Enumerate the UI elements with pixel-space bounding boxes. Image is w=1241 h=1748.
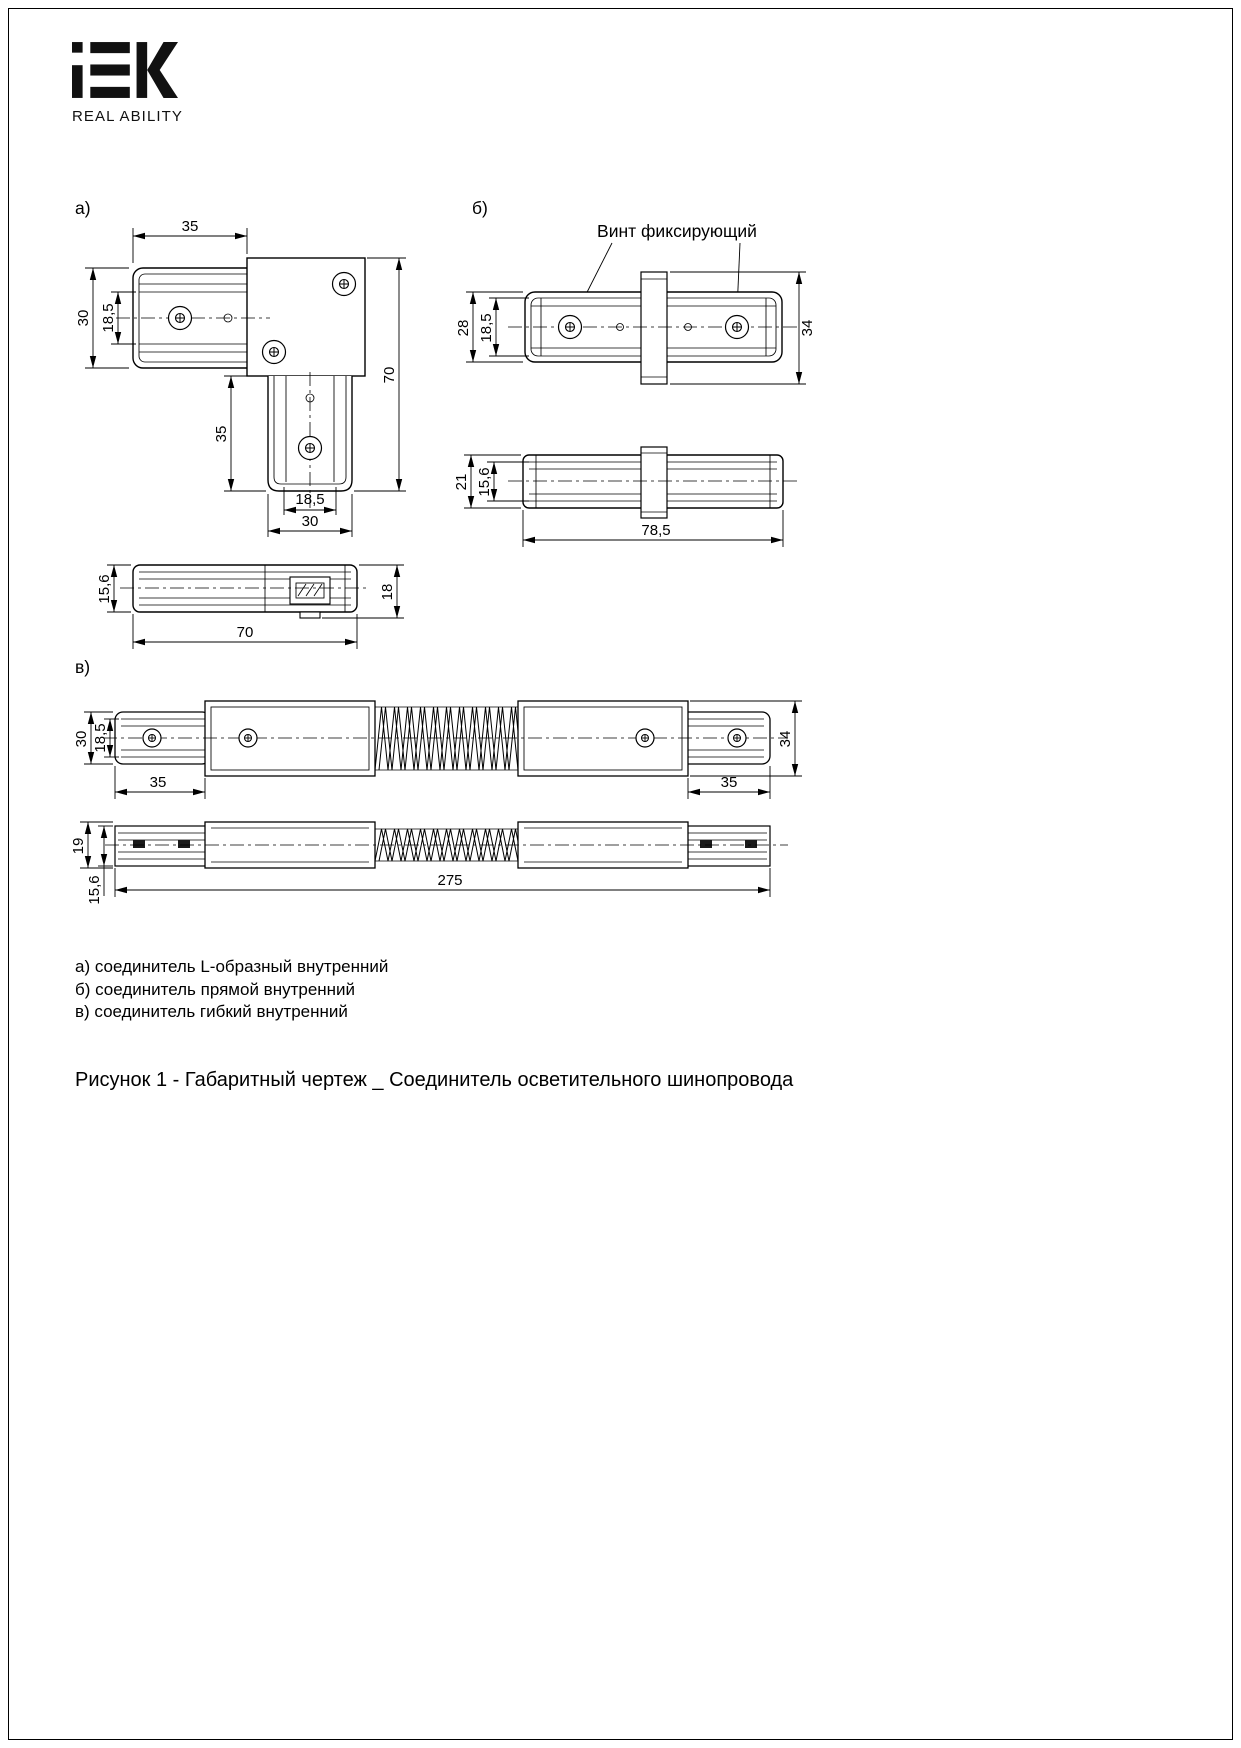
figure-caption: Рисунок 1 - Габаритный чертеж _ Соединитель осветительного шинопровода bbox=[75, 1069, 794, 1091]
screw-icon bbox=[239, 729, 257, 747]
screw-icon bbox=[636, 729, 654, 747]
dim-v-side-275: 275 bbox=[437, 872, 463, 889]
screw-icon bbox=[169, 307, 192, 330]
dim-b-18-5: 18,5 bbox=[478, 313, 495, 343]
dim-v-side-15-6: 15,6 bbox=[86, 875, 103, 905]
figure-b-label: б) bbox=[472, 198, 488, 218]
dim-v-30: 30 bbox=[73, 730, 90, 748]
dim-b-side-78-5: 78,5 bbox=[641, 522, 671, 539]
dim-v-35-right: 35 bbox=[720, 774, 738, 791]
dim-b-side-15-6: 15,6 bbox=[476, 467, 493, 497]
screw-icon bbox=[299, 437, 322, 460]
dim-a-side-15-6: 15,6 bbox=[96, 574, 113, 604]
dim-v-18-5: 18,5 bbox=[92, 723, 109, 753]
dim-a-side-70: 70 bbox=[236, 624, 254, 641]
screw-icon bbox=[263, 341, 286, 364]
dim-v-side-19: 19 bbox=[70, 837, 87, 855]
dim-a-left-30: 30 bbox=[75, 309, 92, 327]
screw-icon bbox=[333, 273, 356, 296]
figure-a-side-view bbox=[120, 565, 370, 618]
dim-v-35-left: 35 bbox=[149, 774, 167, 791]
figure-v bbox=[70, 657, 802, 905]
dim-a-bottom-30: 30 bbox=[301, 513, 319, 530]
dim-v-34: 34 bbox=[777, 730, 794, 748]
brand-tagline: REAL ABILITY bbox=[72, 108, 184, 125]
dim-b-side-21: 21 bbox=[453, 473, 470, 491]
dim-a-side-18: 18 bbox=[379, 583, 396, 601]
figure-b-top-view bbox=[508, 272, 798, 384]
legend-item-v: в) соединитель гибкий внутренний bbox=[75, 1002, 348, 1022]
figure-b-side-view bbox=[508, 447, 798, 518]
screw-icon bbox=[143, 729, 161, 747]
screw-icon bbox=[559, 316, 582, 339]
figure-a-top-view bbox=[116, 258, 365, 508]
dim-a-bottom-18-5: 18,5 bbox=[295, 491, 325, 508]
dim-a-right-70: 70 bbox=[381, 366, 398, 384]
dim-b-28: 28 bbox=[455, 319, 472, 337]
dim-a-mid-35: 35 bbox=[213, 425, 230, 443]
legend-item-a: а) соединитель L-образный внутренний bbox=[75, 957, 389, 976]
screw-icon bbox=[726, 316, 749, 339]
figure-a-label: а) bbox=[75, 198, 91, 218]
callout-fixing-screw: Винт фиксирующий bbox=[597, 221, 757, 241]
figure-v-label: в) bbox=[75, 657, 91, 677]
dim-b-34: 34 bbox=[799, 319, 816, 337]
dim-a-top-35: 35 bbox=[181, 218, 199, 235]
legend bbox=[75, 956, 388, 1024]
figure-v-top-view bbox=[103, 701, 788, 776]
screw-icon bbox=[728, 729, 746, 747]
figure-v-side-view bbox=[105, 822, 788, 868]
figure-b bbox=[453, 198, 816, 547]
dim-a-left-18-5: 18,5 bbox=[100, 303, 117, 333]
figure-a bbox=[75, 198, 406, 649]
legend-item-b: б) соединитель прямой внутренний bbox=[75, 979, 356, 999]
